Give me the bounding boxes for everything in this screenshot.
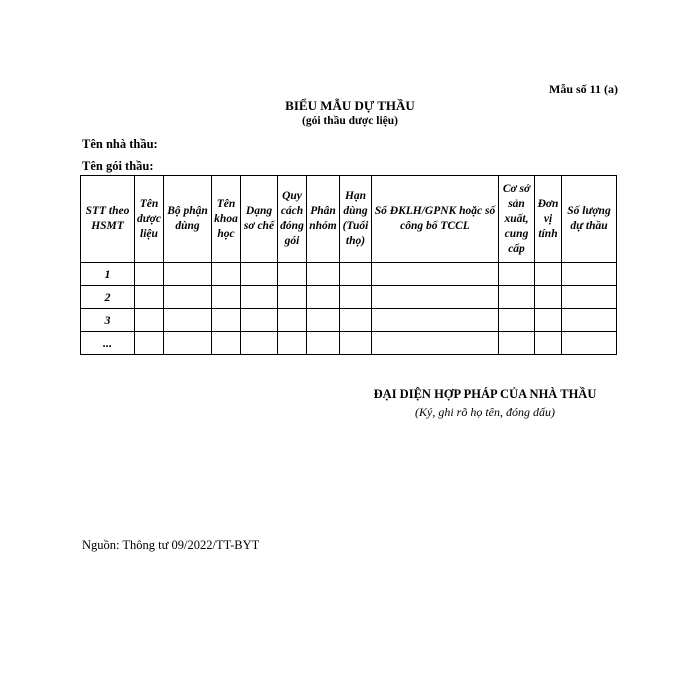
table-cell [307, 286, 340, 309]
table-cell [499, 332, 535, 355]
table-cell [241, 286, 278, 309]
table-cell [372, 286, 499, 309]
table-cell [212, 332, 241, 355]
table-row [81, 309, 617, 332]
header-processing-form: Dạng sơ chế [241, 176, 278, 263]
table-cell [562, 263, 617, 286]
table-cell [340, 263, 372, 286]
table-cell [135, 263, 164, 286]
table-cell [340, 332, 372, 355]
table-cell [164, 263, 212, 286]
table-cell [499, 286, 535, 309]
table-cell [372, 263, 499, 286]
header-stt: STT theo HSMT [81, 176, 135, 263]
row-number: 2 [81, 286, 135, 309]
table-cell [212, 309, 241, 332]
form-number: Mẫu số 11 (a) [549, 82, 618, 96]
table-cell [340, 286, 372, 309]
table-cell [372, 309, 499, 332]
table-cell [535, 332, 562, 355]
table-row [81, 286, 617, 309]
header-manufacturer: Cơ sở sản xuất, cung cấp [499, 176, 535, 263]
header-scientific-name: Tên khoa học [212, 176, 241, 263]
table-cell [164, 286, 212, 309]
table-cell [212, 263, 241, 286]
table-cell [562, 286, 617, 309]
row-number: ... [81, 332, 135, 355]
table-cell [535, 286, 562, 309]
contractor-name-label: Tên nhà thầu: [82, 137, 158, 151]
table-header-row [81, 176, 617, 263]
table-cell [307, 263, 340, 286]
source-note: Nguồn: Thông tư 09/2022/TT-BYT [82, 538, 260, 552]
table-row [81, 263, 617, 286]
table-cell [241, 332, 278, 355]
table-cell [164, 332, 212, 355]
table-cell [278, 286, 307, 309]
header-registration-number: Số ĐKLH/GPNK hoặc số công bố TCCL [372, 176, 499, 263]
signature-block [340, 387, 630, 420]
table-cell [278, 263, 307, 286]
header-packaging: Quy cách đóng gói [278, 176, 307, 263]
table-cell [278, 309, 307, 332]
bid-table [80, 175, 617, 355]
table-cell [278, 332, 307, 355]
table-cell [241, 263, 278, 286]
header-bid-quantity: Số lượng dự thầu [562, 176, 617, 263]
table-cell [562, 332, 617, 355]
table-cell [164, 309, 212, 332]
header-part-used: Bộ phận dùng [164, 176, 212, 263]
header-shelf-life: Hạn dùng (Tuổi thọ) [340, 176, 372, 263]
table-cell [212, 286, 241, 309]
table-cell [307, 332, 340, 355]
legal-representative-title: ĐẠI DIỆN HỢP PHÁP CỦA NHÀ THẦU [373, 387, 597, 401]
table-cell [562, 309, 617, 332]
table-cell [535, 263, 562, 286]
document-subtitle: (gói thầu dược liệu) [301, 115, 398, 127]
table-row [81, 332, 617, 355]
table-cell [372, 332, 499, 355]
table-cell [135, 286, 164, 309]
table-cell [135, 309, 164, 332]
table-cell [307, 309, 340, 332]
header-group: Phân nhóm [307, 176, 340, 263]
table-cell [499, 263, 535, 286]
signature-instructions: (Ký, ghi rõ họ tên, đóng dấu) [415, 405, 555, 419]
row-number: 1 [81, 263, 135, 286]
table-cell [241, 309, 278, 332]
table-cell [135, 332, 164, 355]
table-cell [499, 309, 535, 332]
document-title: BIỂU MẪU DỰ THẦU [285, 98, 415, 113]
header-medicinal-name: Tên dược liệu [135, 176, 164, 263]
package-name-label: Tên gói thầu: [82, 159, 154, 173]
header-unit: Đơn vị tính [535, 176, 562, 263]
row-number: 3 [81, 309, 135, 332]
table-cell [340, 309, 372, 332]
table-cell [535, 309, 562, 332]
